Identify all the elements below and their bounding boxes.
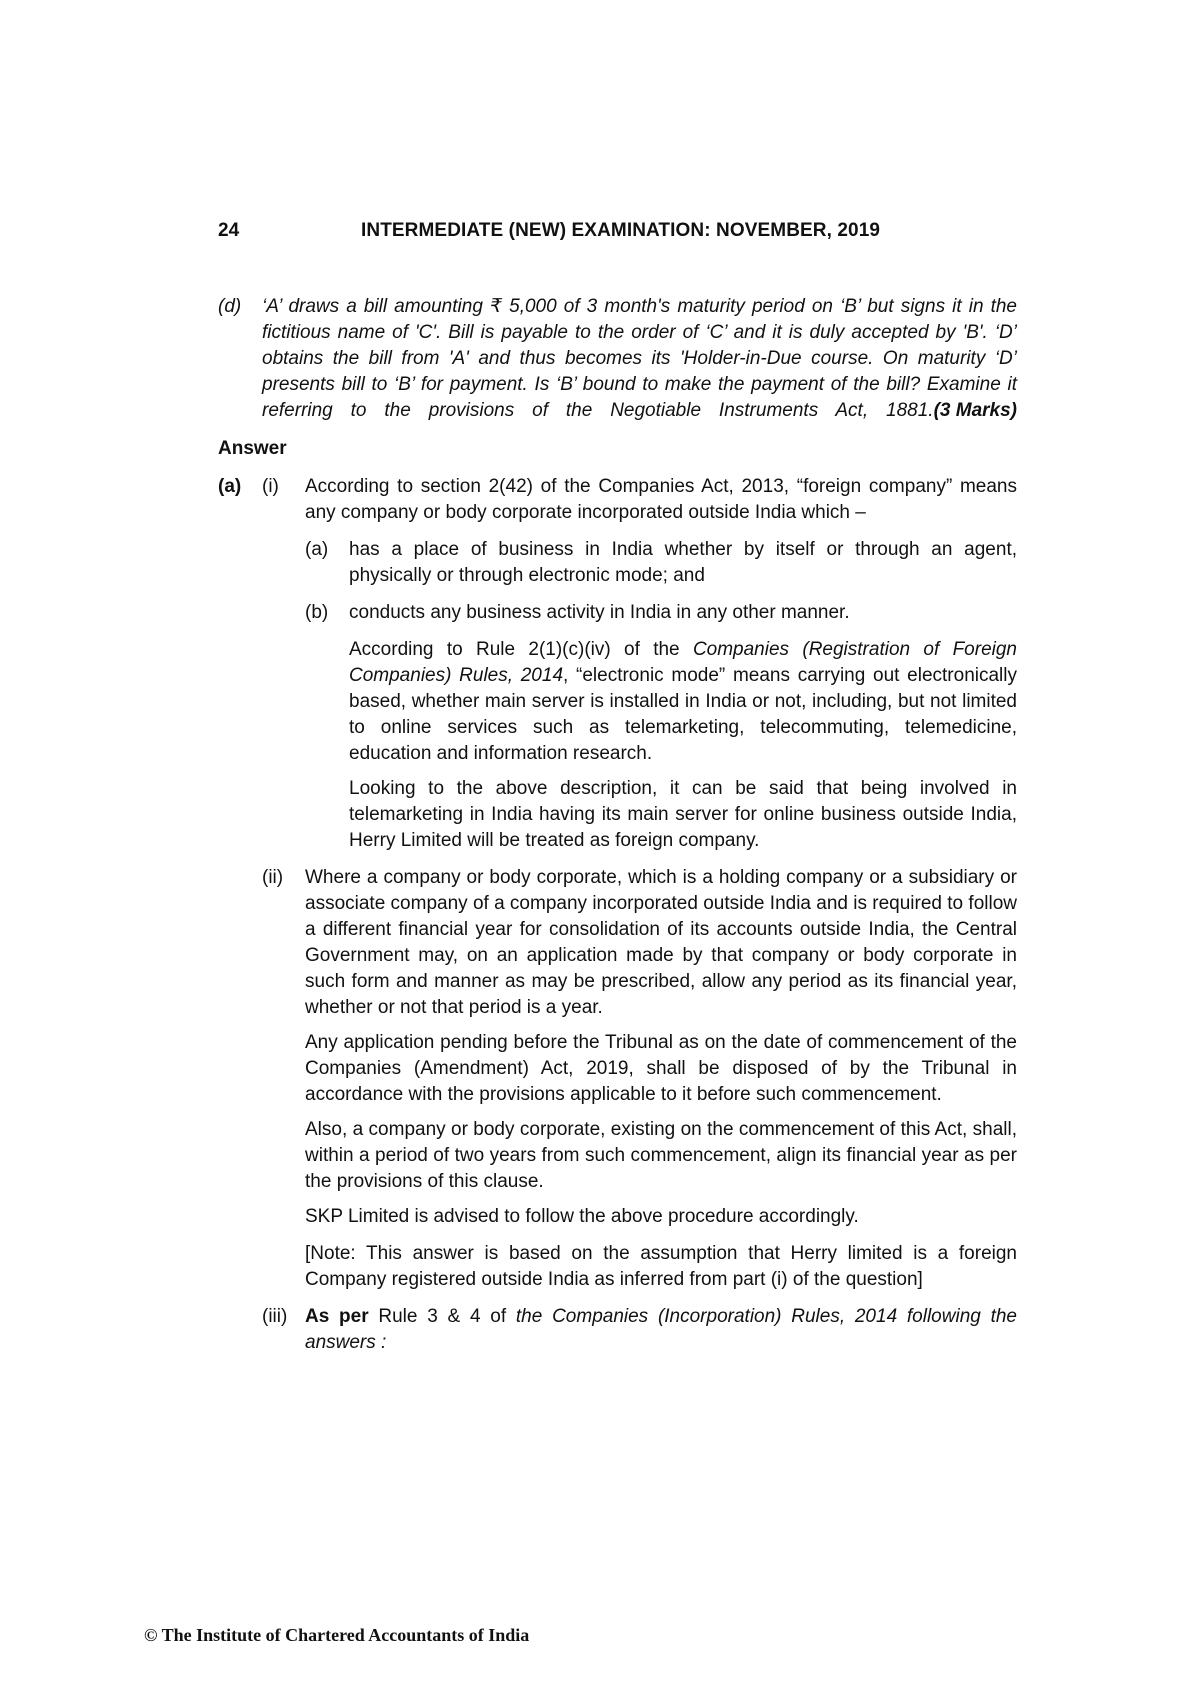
rule-paragraph-pre: According to Rule 2(1)(c)(iv) of the [349,639,693,660]
question-d-label: (d) [218,296,242,317]
question-d-marks: (3 Marks) [933,400,1017,421]
sub-b-text: conducts any business activity in India in any other manner. [349,602,850,623]
footer-copyright: © The Institute of Chartered Accountants of India [144,1625,530,1645]
part-i-label: (i) [262,476,279,497]
question-d-body: ‘A’ draws a bill amounting ₹ 5,000 of 3 month's maturity period on ‘B’ but signs it in the fictitious name of 'C'. Bill is payable to the order of ‘C’ and it is duly accepted by 'B'. ‘D’ obtains the bill from 'A' and thus becomes its 'Holder-in-Due course. On maturity ‘D’ presents bill to ‘B’ for payment. Is ‘B’ bound to make the payment of the bill? Examine it referring to the provisions of the Negotiable Instruments Act, 1881. [262,296,1017,421]
part-iii-text [305,1304,1017,1356]
rule-paragraph [349,637,1017,767]
part-iii-italic: the Companies (Incorporation) Rules, 2014 following the answers : [305,1306,1017,1353]
rule-paragraph-italic: Companies (Registration of Foreign Companies) Rules, 2014 [349,639,1017,686]
sub-a-label: (a) [305,539,329,560]
page-header-title: INTERMEDIATE (NEW) EXAMINATION: NOVEMBER, 2019 [361,220,881,241]
part-ii-para2: Any application pending before the Tribunal as on the date of commencement of the Companies (Amendment) Act, 2019, shall be disposed of by the Tribunal in accordance with the provisions applicable to it before such commencement. [305,1032,1017,1105]
part-ii-para3: Also, a company or body corporate, existing on the commencement of this Act, shall, within a period of two years from such commencement, align its financial year as per the provisions of this clause. [305,1119,1017,1192]
sub-b-label: (b) [305,602,329,623]
part-i-conclusion: Looking to the above description, it can be said that being involved in telemarketing in India having its main server for online business outside India, Herry Limited will be treated as foreign company. [349,778,1017,851]
part-ii-note: [Note: This answer is based on the assumption that Herry limited is a foreign Company registered outside India as inferred from part (i) of the question] [305,1243,1017,1290]
question-d-text [262,294,1017,424]
answer-heading: Answer [218,438,287,459]
rule-paragraph-post: , “electronic mode” means carrying out electronically based, whether main server is installed in India or not, including, but not limited to online services such as telemarketing, telecommuting, telemedicine, education and information research. [349,665,1017,764]
part-ii-label: (ii) [262,867,284,888]
page-number: 24 [218,220,240,241]
part-ii-para1: Where a company or body corporate, which is a holding company or a subsidiary or associate company of a company incorporated outside India and is required to follow a different financial year for consolidation of its accounts outside India, the Central Government may, on an application made by that company or body corporate in such form and manner as may be prescribed, allow any period as its financial year, whether or not that period is a year. [305,867,1017,1018]
part-i-intro: According to section 2(42) of the Companies Act, 2013, “foreign company” means any company or body corporate incorporated outside India which – [305,476,1017,523]
part-iii-label: (iii) [262,1306,288,1327]
part-iii-bold: As per [305,1306,369,1327]
part-ii-para4: SKP Limited is advised to follow the above procedure accordingly. [305,1206,859,1227]
sub-a-text: has a place of business in India whether by itself or through an agent, physically or through electronic mode; and [349,539,1017,586]
answer-a-label: (a) [218,476,242,497]
part-iii-mid: Rule 3 & 4 of [368,1306,516,1327]
